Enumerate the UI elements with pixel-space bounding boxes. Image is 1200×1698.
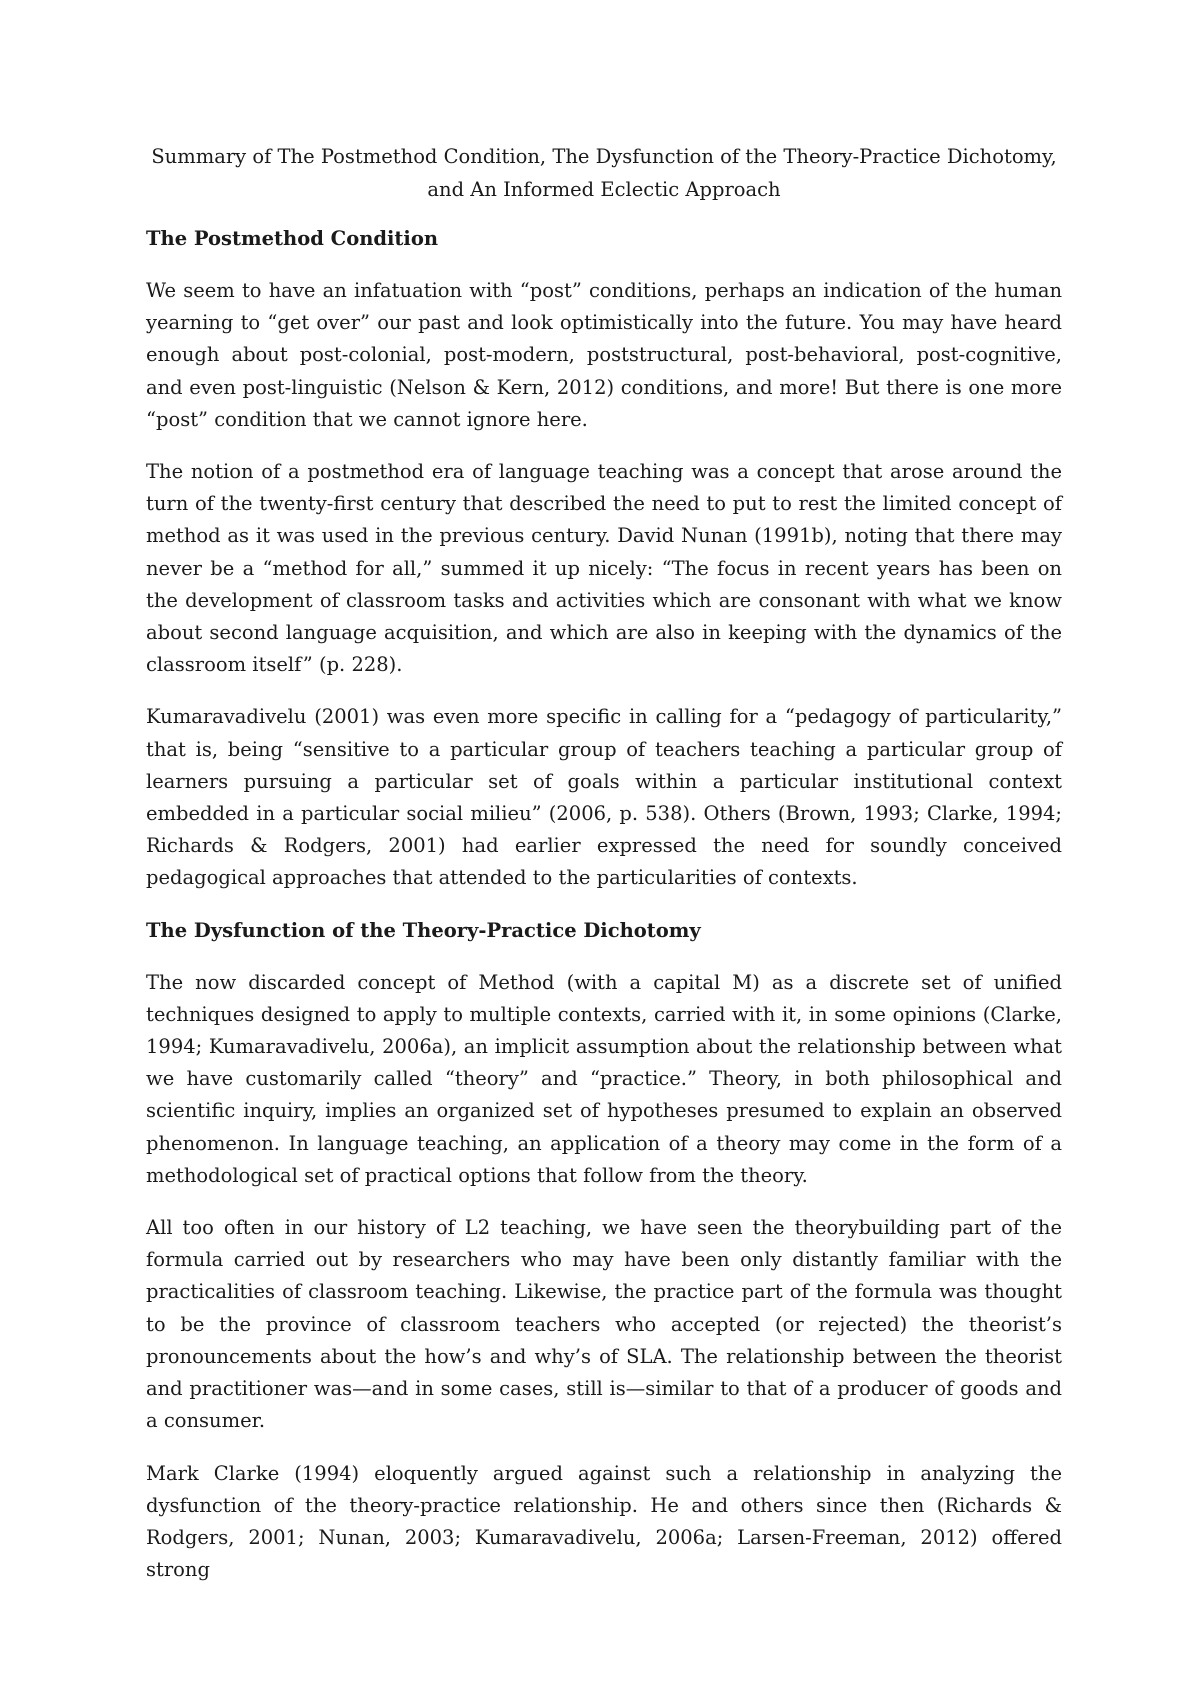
- paragraph: Kumaravadivelu (2001) was even more specific in calling for a “pedagogy of particularity,” that is, being “sensitive to a particular group of teachers teaching a particular group of learners pursuing a particular set of goals within a particular institutional context embedded in a particular social milieu” (2006, p. 538). Others (Brown, 1993; Clarke, 1994; Richards & Rodgers, 2001) had earlier expressed the need for soundly conceived pedagogical approaches that attended to the particularities of contexts.: [146, 705, 1062, 890]
- paragraph: All too often in our history of L2 teaching, we have seen the theorybuilding part of the formula carried out by researchers who may have been only distantly familiar with the practicalities of classroom teaching. Likewise, the practice part of the formula was thought to be the province of classroom teachers who accepted (or rejected) the theorist’s pronouncements about the how’s and why’s of SLA. The relationship between the theorist and practitioner was—and in some cases, still is—similar to that of a producer of goods and a consumer.: [146, 1216, 1062, 1433]
- section-postmethod-condition: [146, 223, 1062, 895]
- section-theory-practice-dichotomy: [146, 915, 1062, 1587]
- paragraph: The now discarded concept of Method (with a capital M) as a discrete set of unified techniques designed to apply to multiple contexts, carried with it, in some opinions (Clarke, 1994; Kumaravadivelu, 2006a), an implicit assumption about the relationship between what we have customarily called “theory” and “practice.” Theory, in both philosophical and scientific inquiry, implies an organized set of hypotheses presumed to explain an observed phenomenon. In language teaching, an application of a theory may come in the form of a methodological set of practical options that follow from the theory.: [146, 970, 1062, 1187]
- section-heading: The Postmethod Condition: [146, 227, 439, 250]
- paragraph: We seem to have an infatuation with “post” conditions, perhaps an indication of the human yearning to “get over” our past and look optimistically into the future. You may have heard enough about post-colonial, post-modern, poststructural, post-behavioral, post-cognitive, and even post-linguistic (Nelson & Kern, 2012) conditions, and more! But there is one more “post” condition that we cannot ignore here.: [146, 279, 1062, 431]
- paragraph: The notion of a postmethod era of language teaching was a concept that arose around the turn of the twenty-first century that described the need to put to rest the limited concept of method as it was used in the previous century. David Nunan (1991b), noting that there may never be a “method for all,” summed it up nicely: “The focus in recent years has been on the development of classroom tasks and activities which are consonant with what we know about second language acquisition, and which are also in keeping with the dynamics of the classroom itself” (p. 228).: [146, 460, 1062, 677]
- document-title-line-1: Summary of The Postmethod Condition, The Dysfunction of the Theory-Practice Dichotomy,: [151, 145, 1057, 168]
- paragraph: Mark Clarke (1994) eloquently argued against such a relationship in analyzing the dysfunction of the theory-practice relationship. He and others since then (Richards & Rodgers, 2001; Nunan, 2003; Kumaravadivelu, 2006a; Larsen-Freeman, 2012) offered strong: [146, 1461, 1062, 1582]
- document-title: [146, 140, 1062, 206]
- section-heading: The Dysfunction of the Theory-Practice Dichotomy: [146, 918, 701, 942]
- document-page: [146, 140, 1062, 1606]
- document-title-line-2: and An Informed Eclectic Approach: [427, 178, 781, 201]
